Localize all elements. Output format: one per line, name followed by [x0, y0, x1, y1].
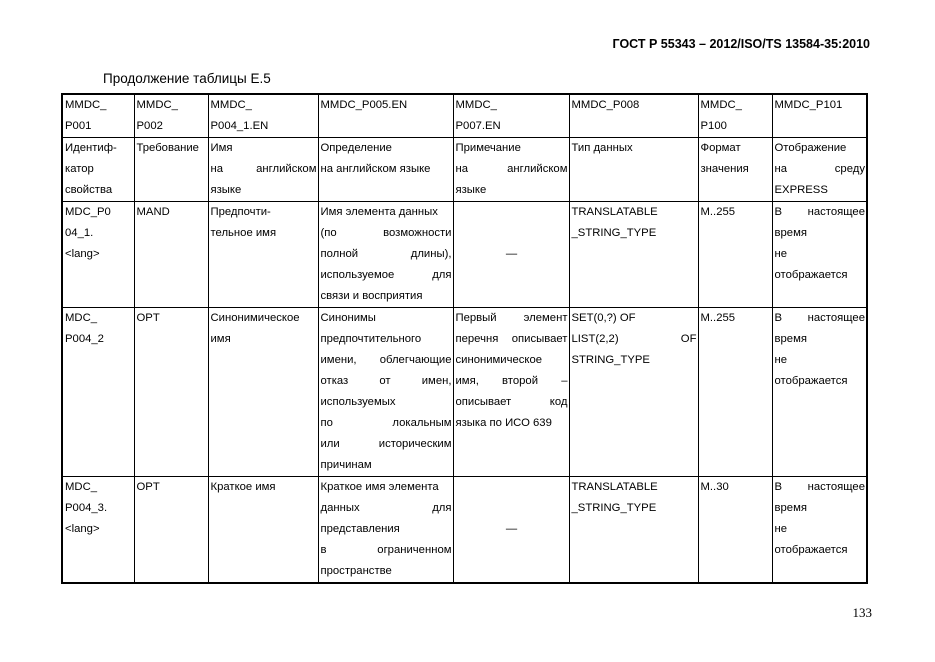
table-row	[62, 202, 867, 308]
table-cell	[453, 477, 569, 584]
header-code-cell: MMDC_ P002	[134, 94, 208, 138]
table-cell: M..255	[698, 308, 772, 477]
table-cell: SET(0,?) OF LIST(2,2) OF STRING_TYPE	[569, 308, 698, 477]
table-cell: Краткое имя	[208, 477, 318, 584]
header-code-cell: MMDC_ P100	[698, 94, 772, 138]
header-title-cell: Примечание на английском языке	[453, 138, 569, 202]
table-cell: M..255	[698, 202, 772, 308]
header-title-cell: Отображение на среду EXPRESS	[772, 138, 867, 202]
page-number: 133	[852, 605, 872, 620]
header-code-cell: MMDC_P008	[569, 94, 698, 138]
header-code-cell: MMDC_P005.EN	[318, 94, 453, 138]
table-cell: В настоящее время не отображается	[772, 202, 867, 308]
header-code-cell: MMDC_P101	[772, 94, 867, 138]
table-cell: MDC_ P004_3. <lang>	[62, 477, 134, 584]
header-title-cell: Идентиф- катор свойства	[62, 138, 134, 202]
document-standard-header: ГОСТ Р 55343 – 2012/ISO/TS 13584-35:2010	[612, 37, 870, 51]
header-title-cell: Определение на английском языке	[318, 138, 453, 202]
table-cell: Краткое имя элемента данных для представления в ограниченном пространстве	[318, 477, 453, 584]
table-cell: OPT	[134, 477, 208, 584]
header-code-cell: MMDC_ P001	[62, 94, 134, 138]
table-cell: Первый элемент перечня описывает синонимическое имя, второй – описывает код языка по ИСО 639	[453, 308, 569, 477]
header-code-cell: MMDC_ P007.EN	[453, 94, 569, 138]
table-cell: TRANSLATABLE _STRING_TYPE	[569, 202, 698, 308]
table-cell	[453, 202, 569, 308]
table-cell: MDC_P0 04_1. <lang>	[62, 202, 134, 308]
table-cell: В настоящее время не отображается	[772, 477, 867, 584]
header-title-cell: Тип данных	[569, 138, 698, 202]
empty-dash: —	[505, 523, 518, 535]
table-cell: Имя элемента данных (по возможности полной длины), используемое для связи и восприятия	[318, 202, 453, 308]
table-cell: MAND	[134, 202, 208, 308]
table-cell: В настоящее время не отображается	[772, 308, 867, 477]
table-cell: M..30	[698, 477, 772, 584]
header-title-cell: Имя на английском языке	[208, 138, 318, 202]
table-cell: MDC_ P004_2	[62, 308, 134, 477]
table-cell: Предпочти- тельное имя	[208, 202, 318, 308]
header-code-cell: MMDC_ P004_1.EN	[208, 94, 318, 138]
table-title-row	[62, 138, 867, 202]
properties-table	[61, 93, 868, 584]
table-row	[62, 308, 867, 477]
table-cell: OPT	[134, 308, 208, 477]
header-title-cell: Формат значения	[698, 138, 772, 202]
header-title-cell: Требование	[134, 138, 208, 202]
table-code-row	[62, 94, 867, 138]
table-caption: Продолжение таблицы Е.5	[103, 71, 271, 86]
table-cell: Синонимы предпочтительного имени, облегчающие отказ от имен, используемых по локальным или историческим причинам	[318, 308, 453, 477]
empty-dash: —	[505, 248, 518, 260]
table-cell: TRANSLATABLE _STRING_TYPE	[569, 477, 698, 584]
table-cell: Синонимическое имя	[208, 308, 318, 477]
table-row	[62, 477, 867, 584]
